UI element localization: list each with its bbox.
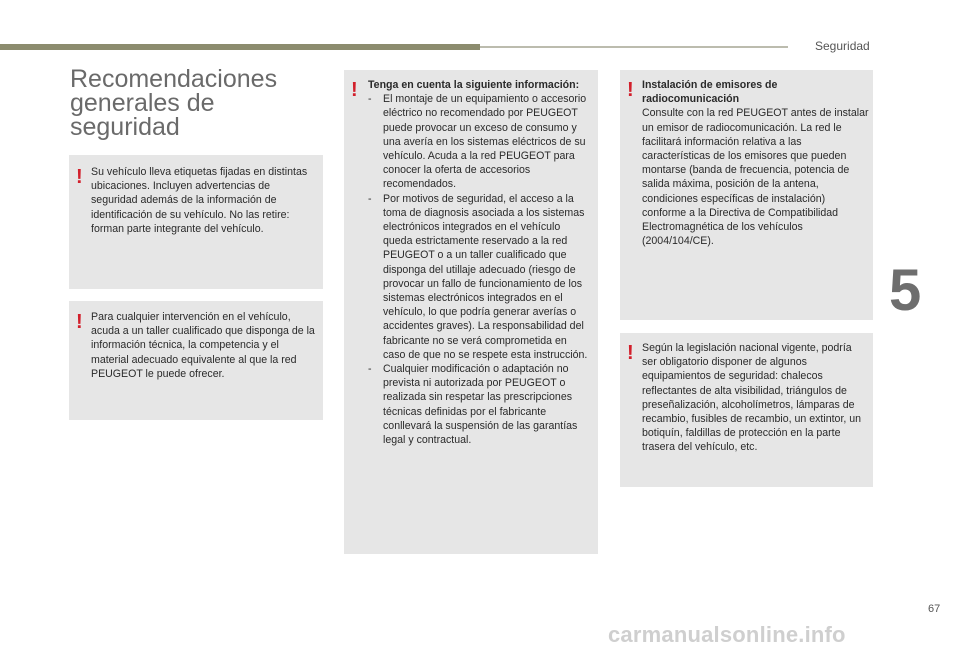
note-intervention: [69, 301, 323, 420]
note-labels: [69, 155, 323, 289]
note-information: [344, 70, 598, 554]
list-item: - Por motivos de seguridad, el acceso a la toma de diagnosis asociada a los sistemas electrónicos integrados en el vehículo queda estrictamente reservado a la red PEUGEOT o a un taller cualificado que disponga del utillaje adecuado (riesgo de provocar un fallo de funcionamiento de los sistemas electrónicos integrados en el vehículo, lo que podría generar averías o accidentes graves). La responsabilidad del fabricante no se verá comprometida en caso de que no se respete esta instrucción.: [368, 192, 592, 362]
page-title: Recomendaciones generales de seguridad: [70, 65, 278, 141]
note-radio: [620, 70, 873, 320]
warning-icon: !: [76, 166, 83, 188]
note-legislation-text: Según la legislación nacional vigente, podría ser obligatorio disponer de algunos equipamientos de seguridad: chalecos reflectantes de alta visibilidad, triángulos de preseñalización, alcoholímetros, lámparas de recambio, fusibles de recambio, un extintor, un botiquín, faldillas de protección en la parte trasera del vehículo, etc.: [642, 342, 862, 454]
note-labels-text: Su vehículo lleva etiquetas fijadas en distintas ubicaciones. Incluyen advertencias de seguridad además de la información de identificación de su vehículo. No las retire: forman parte integrante del vehículo.: [91, 166, 308, 235]
warning-icon: !: [627, 342, 634, 364]
warning-icon: !: [76, 311, 83, 333]
section-title: Seguridad: [815, 39, 870, 53]
note-radio-heading: Instalación de emisores de radiocomunicación: [642, 79, 778, 106]
chapter-number: 5: [889, 258, 922, 323]
watermark: carmanualsonline.info: [608, 622, 846, 647]
note-radio-text: Consulte con la red PEUGEOT antes de instalar un emisor de radiocomunicación. La red le facilitará información relativa a las características de los emisores que pueden montarse (banda de frecuencia, potencia de salida máxima, posición de la antena, condiciones específicas de instalación) conforme a la Directiva de Compatibilidad Electromagnética de los vehículos (2004/104/CE).: [642, 107, 869, 248]
note-intervention-text: Para cualquier intervención en el vehículo, acuda a un taller cualificado que disponga de la información técnica, la competencia y el material adecuado equivalente al que la red PEUGEOT le puede ofrecer.: [91, 311, 315, 380]
note-legislation: [620, 333, 873, 487]
header-rule: [480, 46, 788, 48]
list-item: - El montaje de un equipamiento o accesorio eléctrico no recomendado por PEUGEOT puede provocar un exceso de consumo y una avería en los sistemas eléctricos de su vehículo. Acuda a la red PEUGEOT para conocer la oferta de accesorios recomendados.: [368, 92, 592, 191]
list-item: - Cualquier modificación o adaptación no prevista ni autorizada por PEUGEOT o realizada sin respetar las prescripciones técnicas definidas por el fabricante conllevará la suspensión de las garantías legal y contractual.: [368, 362, 592, 447]
note-information-heading: Tenga en cuenta la siguiente información:: [368, 79, 580, 91]
warning-icon: !: [351, 79, 358, 101]
page-number: 67: [928, 603, 941, 615]
header-bar: [0, 44, 480, 50]
warning-icon: !: [627, 79, 634, 101]
note-information-list: [368, 92, 592, 447]
